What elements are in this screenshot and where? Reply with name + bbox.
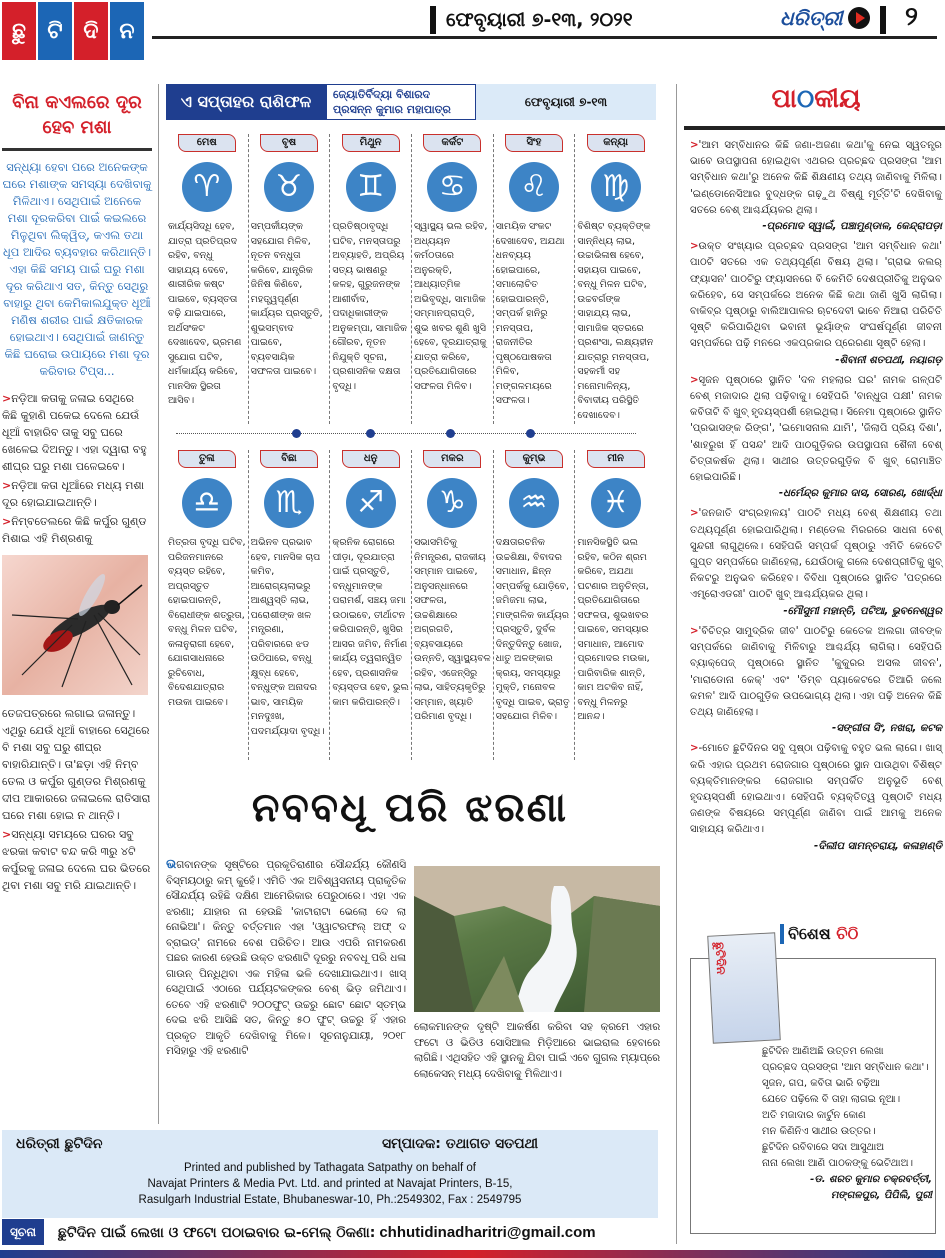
zodiac-sign bbox=[248, 134, 330, 424]
special-letter-box bbox=[690, 924, 942, 1201]
imprint-text bbox=[2, 1160, 658, 1208]
sign-prediction: ବିଶିଷ୍ଟ ବ୍ୟକ୍ତିଙ୍କ ସାନ୍ନିଧ୍ୟ ଲାଭ, ଉଚ୍ଚାଭିଳାଷ ହେବେ, ସହାୟତା ପାଇବେ, ବନ୍ଧୁ ମିଳନ ଘଟିବ, ଉଚ୍ଚବର୍ଗଙ୍କ ସାହାଯ୍ୟ ଲାଭ, ସାମାଜିକ ସ୍ତରରେ ପ୍ରଶଂସା, ଲକ୍ଷ୍ୟହୀନ ଯାତ୍ରାରୁ ମନସ୍ତାପ, ସହକର୍ମୀ ସହ ମନୋମାଳିନ୍ୟ, ବିବାଦୀୟ ପରିସ୍ଥିତି ଦେଖାଦେବ। bbox=[577, 221, 654, 421]
zodiac-sign bbox=[493, 450, 575, 760]
reader-letter bbox=[690, 138, 942, 219]
zodiac-icon: ♋ bbox=[427, 162, 477, 212]
zodiac-icon: ♒ bbox=[509, 478, 559, 528]
zodiac-icon: ♍ bbox=[591, 162, 641, 212]
imprint-footer bbox=[2, 1130, 658, 1218]
waterfall-photo bbox=[414, 866, 660, 1012]
zodiac-icon: ♌ bbox=[509, 162, 559, 212]
sign-prediction: କାର୍ଯ୍ୟସିଦ୍ଧି ହେବ, ଯାତ୍ରା ପ୍ରତିପ୍ରଦ ରହିବ, ବନ୍ଧୁ ସାହାଯ୍ୟ ଦେବେ, ଶାରୀରିକ କଷ୍ଟ ପାଇବେ, ବ୍ୟସ୍ତତା ବଢ଼ି ଯାଇପାରେ, ଅର୍ଥସଂକଟ ଦେଖାଦେବ, ଭ୍ରମଣ ସୁଯୋଗ ଘଟିବ, ଧର୍ମକାର୍ଯ୍ୟ କରିବେ, ମାନସିକ ସ୍ଥିରତା ଆସିବ। bbox=[168, 221, 242, 406]
reader-letter bbox=[690, 373, 942, 486]
horoscope-dates: ଫେବୃୟାରୀ ୭-୧୩ bbox=[476, 84, 656, 120]
letter-signature: -ସଙ୍ଗୀତା ସିଂ, ନଖରା, କଟକ bbox=[832, 723, 942, 735]
reader-letter bbox=[690, 624, 942, 721]
drop-cap: ଭ bbox=[166, 857, 177, 872]
sign-name: ଧନୁ bbox=[342, 450, 400, 468]
bottom-rule bbox=[0, 1250, 945, 1258]
sign-prediction: ସାମୟିକ ସଂକଟ ଦେଖାଦେବ, ଅଯଥା ଧନବ୍ୟୟ ହୋଇପାରେ, ସମାଲୋଚିତ ହୋଇପାରନ୍ତି, ସମ୍ପର୍କ ହାନିରୁ ମନସ୍ତାପ, ରାଜନୀତିର ପୃଷ୍ଠପୋଷକତା ମିଳିବ, ମଙ୍ଗଳମୟରେ ସଫଳତା। bbox=[495, 221, 565, 406]
poem-signature: ମଙ୍ଗଳପୁର, ପିପିଲି, ପୁରୀ bbox=[830, 1190, 932, 1201]
left-column bbox=[2, 84, 152, 1202]
sign-prediction: ମାନସିକସ୍ଥିତି ଭଲ ରହିବ, କଠିନ ଶ୍ରମ କରିବେ, ଅଯଥା ଘଟଣାର ଅନୁଚିନ୍ତା, ପ୍ରତିଯୋଗିତାରେ ସଫଳତା, ଶୁଭଖବର ପାଇବେ, ସମସ୍ୟାର ସମାଧାନ, ଆମୋଦ ପ୍ରମୋଦର ମଉକା, ପାରିବାରିକ ଶାନ୍ତି, କାମ ଅଟକିବ ନାହିଁ, ବନ୍ଧୁ ମିଳନରୁ ଆନନ୍ଦ। bbox=[577, 537, 650, 722]
article-body bbox=[166, 857, 406, 1060]
page-number: ୨ bbox=[905, 2, 918, 32]
tip-text: ତେଜପତ୍ରରେ ଲଗାଇ ଜଳାନ୍ତୁ। ଏଥିରୁ ଯେଉଁ ଧୂଆଁ ବାହାରେ ସେଥିରେ ବି ମଶା ସବୁ ଘରୁ ଶୀଘ୍ର ବାହାରିଯାନ୍ତି। ତା'ଛଡ଼ା ଏହି ନିମ୍ବ ତେଲ ଓ କର୍ପୁର ଗୁଣ୍ଡର ମିଶ୍ରଣକୁ ଦୀପ ଆକାରରେ ଜଳାଇଲେ ରାତିସାରା ଘରେ ମଶା ହୋଇ ନ ଥାନ୍ତି। bbox=[2, 707, 151, 822]
bullet-icon: > bbox=[2, 392, 12, 405]
reader-letter bbox=[690, 239, 942, 352]
sign-prediction: ମିତ୍ରତା ବୃଦ୍ଧି ଘଟିବ, ପରିଜନମାନରେ ବ୍ୟସ୍ତ ରହିବେ, ଅପ୍ରସ୍ତୁତ ହୋଇପାରନ୍ତି, ବିରୋଧୀଙ୍କ ଶତ୍ରୁତା, ବନ୍ଧୁ ମିଳନ ଘଟିବ, କଳାନୁରାଗୀ ହେବେ, ଯୋଗସାଧନାରେ ରୁଚିବୋଧ, ବିଦେଶଯାତ୍ରାର ମଉକା ପାଇବେ। bbox=[168, 537, 246, 708]
heading-part: ଠ bbox=[796, 84, 815, 114]
zodiac-row bbox=[166, 134, 656, 424]
tip-item bbox=[2, 390, 152, 475]
publisher-name: ଧରିତ୍ରୀ bbox=[780, 6, 843, 30]
email-link[interactable]: chhutidinadharitri@gmail.com bbox=[379, 1223, 596, 1241]
tip-item bbox=[2, 513, 152, 547]
special-letter-poem bbox=[762, 1044, 932, 1204]
zodiac-icon: ♎ bbox=[182, 478, 232, 528]
footer-editor: ସମ୍ପାଦକ: ତଥାଗତ ସତପଥୀ bbox=[382, 1136, 539, 1152]
zodiac-icon: ♓ bbox=[591, 478, 641, 528]
zodiac-sign bbox=[574, 450, 656, 760]
sign-name: କୁମ୍ଭ bbox=[505, 450, 563, 468]
poem-line: ନାନା ଲେଖା ଆଣି ପାଠକଙ୍କୁ ଭେଟିଥାଅ। bbox=[762, 1158, 913, 1169]
horoscope-section bbox=[166, 84, 656, 784]
tip-item bbox=[2, 477, 152, 511]
bullet-icon: > bbox=[690, 140, 699, 151]
brand-letter: ଟି bbox=[38, 2, 72, 60]
heading-part: କୀୟ bbox=[814, 84, 861, 114]
zodiac-icon: ♊ bbox=[346, 162, 396, 212]
reader-letter bbox=[690, 741, 942, 838]
brand-logo bbox=[2, 2, 144, 60]
imprint-line: Navajat Printers & Media Pvt. Ltd. and printed at Navajat Printers, B-15, bbox=[147, 1178, 513, 1190]
submission-notice bbox=[2, 1219, 658, 1245]
column-divider bbox=[676, 84, 677, 1244]
zodiac-icon: ♈ bbox=[182, 162, 232, 212]
zodiac-sign bbox=[411, 134, 493, 424]
special-letter-label bbox=[788, 924, 858, 944]
bullet-icon: > bbox=[690, 508, 699, 520]
sign-name: ମେଷ bbox=[178, 134, 236, 152]
article-continuation: ଲୋକମାନଙ୍କ ଦୃଷ୍ଟି ଆକର୍ଷଣ କରିବା ସହ କ୍ରମେ ଏହାର ଫଟୋ ଓ ଭିଡିଓ ସୋସିଆଲ ମିଡ଼ିଆରେ ଭାଇରାଲ ହେବାରେ ଲାଗିଛି। ଏଥିସହିତ ଏହି ସ୍ଥାନକୁ ଯିବା ପାଇଁ ଏବେ ଗୁଗଲ ମ୍ୟାପ୍‌ରେ ଲୋକେସନ୍ ମଧ୍ୟ ଦେଖିବାକୁ ମିଳିଥାଏ। bbox=[414, 1021, 660, 1080]
footer-paper-name: ଧରିତ୍ରୀ ଛୁଟିଦିନ bbox=[16, 1136, 103, 1152]
tip-item bbox=[2, 826, 152, 894]
bullet-icon: > bbox=[690, 625, 699, 637]
tip-text: ସନ୍ଧ୍ୟା ସମୟରେ ଘରର ସବୁ ଝରକା କବାଟ ବନ୍ଦ କରି ୩ରୁ ୪ଟି କର୍ପୁରକୁ ଜଳାଇ ଦେଲେ ଘର ଭିତରେ ଥିବା ମଶା ସବୁ ମରି ଯାଇଥାନ୍ତି। bbox=[2, 828, 151, 892]
poem-signature: -ଡ. ଶରତ କୁମାର ଚକ୍ରବର୍ତ୍ତୀ, bbox=[810, 1174, 932, 1185]
notice-text bbox=[44, 1224, 596, 1241]
poem-line: ସୃଜନ, ଗପ, କବିତା ଭାରି ବଢ଼ିଆ bbox=[762, 1078, 880, 1089]
sign-name: ସିଂହ bbox=[505, 134, 563, 152]
header-rule bbox=[152, 36, 937, 39]
zodiac-sign bbox=[574, 134, 656, 424]
letter-text: 'ଆମ ସମ୍ବିଧାନର କିଛି ଜଣା-ଅଜଣା କଥା'କୁ ନେଇ ସ୍ୱତନ୍ତ୍ର ଭାବେ ଉପସ୍ଥାପନା ହୋଇଥିବା ଏଥରର ପ୍ରଚ୍ଛଦ ପ୍ରସଙ୍ଗ 'ଆମ ସମ୍ବିଧାନ କଥା'ରୁ ଅନେକ କିଛି ଶିକ୍ଷଣୀୟ ତଥ୍ୟ ଜାଣିବାକୁ ମିଳିଲା। 'ଇଣ୍ଡୋନେସିଆର ବୁଦ୍ଧଙ୍କ ଗଢ଼ୁଥ ବିଷ୍ଣୁ ମୂର୍ତ୍ତି'ଟି ଦେଖିବାକୁ ସତରେ ବେଶ୍ ଆଶ୍ଚର୍ଯ୍ୟକର ଥିଲା। bbox=[690, 140, 942, 216]
publisher-logo bbox=[780, 4, 870, 32]
left-intro: ସନ୍ଧ୍ୟା ହେବା ପରେ ଅନେକଙ୍କ ଘରେ ମଶାଙ୍କ ସମସ୍ୟା ଦେଖିବାକୁ ମିଳିଥାଏ। ସେଥିପାଇଁ ଅନେକେ ମଶା ଦୂରକରିବା ପାଇଁ କଇଲରେ ମିଳୁଥିବା ଲିକ୍ୱିଡ୍, କଏଲ ତଥା ଧୂପ ଆଦିର ବ୍ୟବହାର କରିଥାନ୍ତି। ଏହା କିଛି ସମୟ ପାଇଁ ଘରୁ ମଶା ଦୂର କରିଥାଏ ସତ, କିନ୍ତୁ ସେଥିରୁ ବାହାରୁ ଥିବା କେମିକାଲଯୁକ୍ତ ଧୂଆଁ ମଣିଷ ଶରୀର ପାଇଁ କ୍ଷତିକାରକ ହୋଇଥାଏ। ସେଥିପାଇଁ ଜାଣନ୍ତୁ କିଛି ଘରୋଇ ଉପାୟରେ ମଶା ଦୂର କରିବାର ଟିପ୍ସ... bbox=[2, 160, 152, 378]
brand-letter: ଛୁ bbox=[2, 2, 36, 60]
zodiac-icon: ♏ bbox=[264, 478, 314, 528]
astrologer-name: ଜ୍ୟୋତିର୍ବିଦ୍ୟା ବିଶାରଦ ପ୍ରସନ୍ନ କୁମାର ମହାପାତ୍ର bbox=[326, 84, 476, 120]
letter-text: ସୃଜନ ପୃଷ୍ଠାରେ ସ୍ଥାନିତ 'ଦଳ ମହଲାର ଘର' ନାମକ ଗଳ୍ପଟି ବେଶ୍ ମଜାଦାର ଥିଲା ପଢ଼ିବାକୁ। ସେହିପରି 'ବାନ୍ଧୁତା ପକ୍ଷୀ' ନାମକ କବିତାଟି ବି ଖୁବ୍ ହୃଦୟସ୍ପର୍ଶୀ ହୋଇଥିଲା। ସିନେମା ପୃଷ୍ଠାରେ ସ୍ଥାନିତ 'ପ୍ରଭାସଙ୍କ ରିଙ୍ଗ', 'ଇମୋସନାଲ ଯାମି', 'ଜିଲାପି ପ୍ରିୟ ଦିଶା', 'ଶାହରୁଖ ହିଁ ପସନ୍ଦ' ଆଦି ପାଠଗୁଡ଼ିକର ଉପସ୍ଥାପନା ଶୈଳୀ ବେଶ୍ ଚିତ୍ତାକର୍ଷକ ଥିଲା। ସାଥୀର ଉତ୍ତରଗୁଡ଼ିକ ବି ଖୁବ୍ ରୋମାଞ୍ଚିତ ହୋଇପାରିଛି। bbox=[690, 374, 942, 484]
zodiac-sign bbox=[329, 450, 411, 760]
readers-heading bbox=[690, 84, 942, 118]
poem-line: ଛୁଟିଦିନ ରବିବାରେ ସଦା ଆସୁଥାଅ bbox=[762, 1142, 885, 1153]
sign-prediction: ଦକ୍ଷତାରଚନିକ ଉଚ୍ଚଶିକ୍ଷା, ବିବାଦର ସମାଧାନ, ଛିନ୍ନ ସମ୍ପର୍କକୁ ଯୋଡ଼ିବେ, ଜମିଜମା ଲାଭ, ମାଙ୍ଗଳିକ କାର୍ଯ୍ୟର ପ୍ରସ୍ତୁତି, ଦୁର୍ବଳ ଦିନ୍ତୁଦିନ୍ତୁ ଖୋଜ, ଧାତୁ ଅଳଙ୍କାର କ୍ରୟ, ସମସ୍ୟାରୁ ମୁକ୍ତି, ମନୋବଳ ବୃଦ୍ଧି ପାଇବ, ଭ୍ରାତୃ ସହଯୋଗ ମିଳିବ। bbox=[495, 537, 570, 722]
bullet-icon: > bbox=[2, 479, 12, 492]
sign-name: କର୍କଟ bbox=[423, 134, 481, 152]
poem-line: ମନ କିଣିନିଏ ସାଥୀର ଉତ୍ତର। bbox=[762, 1126, 876, 1137]
divider-dot bbox=[292, 429, 301, 438]
divider-dot bbox=[366, 429, 375, 438]
letter-signature: -ଧର୍ମେନ୍ଦ୍ର କୁମାର ଦାସ, ସୋରଣ, ଖୋର୍ଦ୍ଧା bbox=[778, 488, 942, 500]
heading-part: ପା bbox=[771, 84, 797, 114]
right-column bbox=[690, 84, 942, 859]
sign-name: ମିଥୁନ bbox=[342, 134, 400, 152]
article-text: ଗବାନଙ୍କ ସୃଷ୍ଟିରେ ପ୍ରକୃତିରାଣୀର ସୌନ୍ଦର୍ଯ୍ୟ କୌଣସି ବିସ୍ମୟଠାରୁ କମ୍ କୁହେଁ। ଏମିତି ଏକ ଅବିଶ୍ୱସନୀୟ ପ୍ରାକୃତିକ ସୌନ୍ଦର୍ଯ୍ୟ ରହିଛି ଦକ୍ଷିଣ ଆମେରିକାର ପେରୁଠାରେ। ଏହା ଏକ ଝରଣା; ଯାହାର ନା ହେଉଛି 'କାଟାରାଟା ଭେଲୋ ଦେ ଲା ନୋଭିଆ'। କିନ୍ତୁ ବର୍ତ୍ତମାନ ଏହା 'ଓ୍ୱାଟରଫଲ୍ ଅଫ୍ ଦ ବ୍ରାଇଡ୍' ନାମରେ ବେଶ ପରିଚିତ। ଆଉ ଏପରି ନାମକରଣ ପଛର କାରଣ ହେଉଛି ଉକ୍ତ ଝରଣାଟି ଦୂରରୁ ନବବଧୂ ପରି ଧଳା ଗାଉନ୍ ପିନ୍ଧିଥିବା ଏକ ମହିଳା ଭଳି ଦେଖାଯାଇଥାଏ। ଖାସ୍ ସେଥିପାଇଁ ଏଠାରେ ପର୍ଯ୍ୟଟକଙ୍କର ବେଶ୍ ଭିଡ଼ ଜମିଥାଏ। ତେବେ ଏହି ଝରଣାଟି ୨୦୦ଫୁଟ୍ ଉଚ୍ଚରୁ ଛୋଟ ଛୋଟ ସ୍ତମ୍ଭ ଦେଇ ଝରି ଆସିଛି ସତ, କିନ୍ତୁ ୫୦ ଫୁଟ୍ ଉଚ୍ଚରୁ ହିଁ ଏହାର ପ୍ରକୃତ ଆକୃତି ଦେଖିବାକୁ ମିଳେ। ସୂଚନାନୁଯାୟୀ, ୨୦୧୮ ମସିହାରୁ ଏହି ଝରଣାଟି bbox=[166, 859, 406, 1057]
zodiac-row bbox=[166, 450, 656, 760]
magazine-cover-image bbox=[707, 932, 781, 1043]
letters-list bbox=[690, 138, 942, 855]
zodiac-sign bbox=[166, 134, 248, 424]
letter-text: ଉକ୍ତ ସଂଖ୍ୟାର ପ୍ରଚ୍ଛଦ ପ୍ରସଙ୍ଗ 'ଆମ ସମ୍ବିଧାନ କଥା' ପାଠଟି ସତରେ ଏକ ତଥ୍ୟପୂର୍ଣ୍ଣ ବିଷୟ ଥିଲା। 'ଗ୍ରାଭ କଲର୍ ଫ୍ୟାସନ' ପାଠଟିରୁ ଫ୍ୟାସନରେ ବି କେମିତି ଦେଶପ୍ରୀତିକୁ ଅନୁଭବ କରିହେବ, ସେ ସମ୍ପର୍କରେ ଅନେକ କିଛି କଥା ଜାଣି ଖୁସି ଲାଗିଲା। ବାକିବ୍ର ପୃଷ୍ଠାରୁ ବାଲିଆପାଳର ଋଟଦେବୀ ଭାବେ ନିଆରା ପରିଚିତି ସୃଷ୍ଟି କରିପାରିଥିବା ଭବାନୀ ଭୂୟାଁଙ୍କ ସଂଘର୍ଷପୂର୍ଣ୍ଣ ଜୀବନୀ ସମ୍ପର୍କରେ ପଢ଼ି ମନରେ ଏକପ୍ରକାର ପ୍ରେରଣା ସୃଷ୍ଟି ହେଲା। bbox=[690, 241, 942, 350]
imprint-line: Printed and published by Tathagata Satpathy on behalf of bbox=[184, 1162, 476, 1174]
tip-text: ନିମ୍ବତେଲରେ କିଛି କର୍ପୁର ଗୁଣ୍ଡ ମିଶାଇ ଏହି ମିଶ୍ରଣକୁ bbox=[2, 515, 147, 545]
horoscope-header bbox=[166, 84, 656, 120]
bullet-icon: > bbox=[690, 241, 699, 253]
notice-message: ଛୁଟିଦିନ ପାଇଁ ଲେଖା ଓ ଫଟୋ ପଠାଇବାର ଇ-ମେଲ୍ ଠିକଣା: bbox=[58, 1224, 376, 1241]
sign-prediction: ସମ୍ପର୍କୀୟଙ୍କ ସହଯୋଗ ମିଳିବ, ନୂତନ ବନ୍ଧୁତା କରିବେ, ଯାନ୍ତ୍ରିକ ଜିନିଷ କିଣିବେ, ମହତ୍ତ୍ୱପୂର୍ଣ୍ଣ କାର୍ଯ୍ୟର ପ୍ରସ୍ତୁତି, ଶୁଭସମ୍ବାଦ ପାଇବେ, ବ୍ୟବସାୟିକ ସଫଳତା ପାଇବେ। bbox=[250, 221, 323, 377]
header-divider bbox=[880, 6, 886, 34]
poem-line: ଅତି ମଜାଦାର କାର୍ଟୁନ କୋଣ bbox=[762, 1110, 866, 1121]
letter-text: 'ଜନଜାତି ସଂଗ୍ରହାଳୟ' ପାଠଟି ମଧ୍ୟ ବେଶ୍ ଶିକ୍ଷଣୀୟ ତଥା ତଥ୍ୟପୂର୍ଣ୍ଣ ହୋଇପାରିଥିଲା। ମଣ୍ଡେଲ ମିରରରେ ସାଧନା ବେଶ୍ ସୁନ୍ଦରୀ ଲାଗୁଥିଲେ। ସେହିପରି ସମ୍ପର୍କ ପୃଷ୍ଠାରୁ ଏମିତି କେତେଟି ଗୁପ୍ତ ସମ୍ପର୍କରେ ଜାଣିହେଲା, ଯେଉଁଠାକୁ ଗଲେ ଦେଶପ୍ରୀତିକୁ ଖୁବ୍ ନିକଟରୁ ଅନୁଭବ କରିହେବ। ବିବିଧା ପୃଷ୍ଠାରେ ସ୍ଥାନିତ 'ପତ୍ରରେ ଏମ୍ବ୍ରୋଏଡରୀ' ପାଠଟି ଖୁବ୍ ଆଶ୍ଚର୍ଯ୍ୟକର ଥିଲା। bbox=[690, 508, 942, 601]
brand-letter: ଦି bbox=[74, 2, 108, 60]
sign-name: ମକର bbox=[423, 450, 481, 468]
cover-title: ଛୁଟିଦିନ bbox=[712, 941, 729, 975]
left-heading: ବିନା କଏଲରେ ଦୂର ହେବ ମଶା bbox=[2, 84, 152, 151]
poem-line: ଛୁଟିଦିନ ଆଣିଅଛି ଉତ୍ତମ ଲେଖା bbox=[762, 1046, 884, 1057]
sign-prediction: ଅଭିନବ ପ୍ରଭାବ ହେବ, ମାନସିକ ଚାପ କମିବ, ଆରୋଗ୍ୟଲାଭରୁ ଆଶ୍ୱସ୍ତି ଲାଭ, ପରୋଶୀଙ୍କ ଖଳ ମନ୍ତ୍ରଣା, ପରିବାରରେ ଝଡ ଉଠିପାରେ, ବନ୍ଧୁ କ୍ଷୁବ୍ଧ ହେବେ, ବନ୍ଧୁଙ୍କ ଅନାଦର ଭାବ, ସାମୟିକ ମନଦୁଃଖ, ପଦମର୍ଯ୍ୟାଦା ବୃଦ୍ଧି। bbox=[250, 537, 325, 737]
sign-prediction: ପ୍ରତିଷ୍ଠାବୃଦ୍ଧି ଘଟିବ, ମନସ୍ତାପରୁ ଅବ୍ୟାହତି, ଅପ୍ରିୟ ସତ୍ୟ ଭାଷଣରୁ କଳହ, ଗୁରୁଜନଙ୍କ ଆଶୀର୍ବାଦ, ପଦାଧିକାରୀଙ୍କ ଅନୁକମ୍ପା, ସାମାଜିକ ଗୌରବ, ନୂତନ ନିଯୁକ୍ତି ସୂଚନା, ପ୍ରଶାସନିକ ଦକ୍ଷତା ବୃଦ୍ଧି। bbox=[332, 221, 408, 392]
tips-list bbox=[2, 705, 152, 894]
letter-text: -ମୋତେ ଛୁଟିଦିନର ସବୁ ପୃଷ୍ଠା ପଢ଼ିବାକୁ ବହୁତ ଭଲ ଲାଗେ। ଖାସ୍ କରି ଏହାର ପ୍ରଥମ ରୋଜଗାର ପୃଷ୍ଠାରେ ସ୍ଥାନ ପାଉଥିବା ବିଶିଷ୍ଟ ବ୍ୟକ୍ତିମାନଙ୍କର ରୋଜଗାର ସମ୍ପର୍କିତ ଅନୁଭୂତି ବେଶ୍ ହୃଦୟସ୍ପର୍ଶୀ ହୋଇଥାଏ। ସେହିପରି ବ୍ୟକ୍ତିତ୍ୱ ପୃଷ୍ଠାଟି ମଧ୍ୟ ଜଣଙ୍କ ବିଷୟରେ ସମ୍ପୂର୍ଣ୍ଣ ଜାଣିବା ପାଇଁ ଆମକୁ ଅନେକ ସାହାଯ୍ୟ କରିଥାଏ। bbox=[690, 743, 942, 836]
sign-prediction: ସ୍ୱାସ୍ଥ୍ୟ ଭଲ ରହିବ, ଅଧ୍ୟୟନ କର୍ମଠତାରେ ଅନୁରକ୍ତି, ଆଧ୍ୟାତ୍ମିକ ଅଭିବୃଦ୍ଧି, ସାମାଜିକ ସମ୍ମାନପ୍ରାପ୍ତି, ଶୁଭ ଖବର ଶୁଣି ଖୁସି ହେବେ, ଦୂରଯାତ୍ରାକୁ ଯାତ୍ରା କରିବେ, ପ୍ରତିଯୋଗିତାରେ ସଫଳତା ମିଳିବ। bbox=[413, 221, 488, 392]
bullet-icon: > bbox=[2, 828, 12, 841]
horoscope-title: ଏ ସପ୍ତାହର ରାଶିଫଳ bbox=[166, 84, 326, 120]
letter-signature: -ପ୍ରମୋଦ ସ୍ୱାଇଁ, ପଞ୍ଚାମୁଣ୍ଡାଳ, କେନ୍ଦ୍ରାପଡ଼ା bbox=[762, 221, 942, 233]
sign-prediction: କ୍ରନିକ ରୋଗରେ ପୀଡ଼ା, ଦୂରଯାତ୍ରା ପାଇଁ ପ୍ରସ୍ତୁତି, ବନ୍ଧୁମାନଙ୍କ ପରାମର୍ଶ, ସଞ୍ଚୟ ଜମା ଉଠାଇବେ, ତୀର୍ଥାଟନ କରିପାରନ୍ତି, ଖୁସିର ଆସର ଜମିବ, ନିର୍ମାଣ କାର୍ଯ୍ୟ ତ୍ୱରାନ୍ୱିତ ହେବ, ପ୍ରଶାସନିକ ବ୍ୟସ୍ତତା ହେବ, ଭୁଲ କାମ କରିପାରନ୍ତି। bbox=[332, 537, 409, 708]
zodiac-sign bbox=[248, 450, 330, 760]
column-divider bbox=[158, 84, 159, 1124]
sign-name: ମୀନ bbox=[587, 450, 645, 468]
heading-rule bbox=[684, 126, 945, 130]
letter-text: 'ବିଚିତ୍ର ସାମୁଦ୍ରିକ ଜୀବ' ପାଠଟିରୁ କେତେକ ଅଲଗା ଜୀବଙ୍କ ସମ୍ପର୍କରେ ଜାଣିବାକୁ ମିଳିବାରୁ ଆଶ୍ଚର୍ଯ୍ୟ ଲାଗିଲା। ସେହିପରି ବ୍ୟାକ୍‌ପେଜ୍ ପୃଷ୍ଠାରେ ସ୍ଥାନିତ 'କୁକୁରର ଅସଲ ଜୀବନ', 'ମାରାଡୋନା କେକ୍' ଏବଂ 'ଡିମ୍ବ ପ୍ୟାକେଟରେ ତିଆରି ଜଲେ କମଳ' ଆଦି ପାଠଗୁଡ଼ିକ ଉପଭୋଗ୍ୟ ଥିଲା। ଏହା ପଢ଼ି ଅନେକ କିଛି ତଥ୍ୟ ଜାଣିହେଲା। bbox=[690, 625, 942, 718]
tip-text: ନଡ଼ିଆ କତା ଧୂଆଁରେ ମଧ୍ୟ ମଶା ଦୂର ହୋଇଯାଇଥାନ୍ତି। bbox=[2, 479, 145, 509]
letter-signature: -ଦିଲୀପ ସାମନ୍ତରାୟ, କଳାହାଣ୍ଡି bbox=[814, 840, 942, 852]
zodiac-sign bbox=[411, 450, 493, 760]
play-icon bbox=[848, 7, 870, 29]
zodiac-sign bbox=[493, 134, 575, 424]
imprint-line: Rasulgarh Industrial Estate, Bhubaneswar-10, Ph.:2549302, Fax : 2549795 bbox=[138, 1194, 522, 1206]
zodiac-sign bbox=[329, 134, 411, 424]
issue-date: ଫେବୃୟାରୀ ୭-୧୩, ୨୦୨୧ bbox=[430, 6, 633, 34]
tips-list bbox=[2, 390, 152, 547]
sign-name: ବୃଷ bbox=[260, 134, 318, 152]
letter-signature: -ଶିବାନୀ ଶତପଥୀ, ନୟାଗଡ଼ bbox=[835, 354, 942, 366]
label-part: ବିଶେଷ bbox=[788, 924, 837, 943]
special-letter-heading bbox=[780, 924, 942, 944]
zodiac-icon: ♉ bbox=[264, 162, 314, 212]
poem-line: ଯେତେ ପଢ଼ିଲେ ବି ତାହା ଲାଗଇ ନୂଆ। bbox=[762, 1094, 901, 1105]
mosquito-photo bbox=[2, 555, 148, 695]
zodiac-icon: ♐ bbox=[346, 478, 396, 528]
zodiac-sign bbox=[166, 450, 248, 760]
bullet-icon: > bbox=[690, 374, 699, 386]
heading-bar bbox=[780, 924, 784, 944]
bullet-icon: > bbox=[690, 743, 699, 755]
sign-name: ବିଛା bbox=[260, 450, 318, 468]
brand-letter: ନ bbox=[110, 2, 144, 60]
notice-label: ସୂଚନା bbox=[2, 1219, 44, 1245]
poem-line: ପ୍ରଚ୍ଛଦ ପ୍ରସଙ୍ଗ 'ଆମ ସମ୍ବିଧାନ କଥା'। bbox=[762, 1062, 929, 1073]
tip-text: ନଡ଼ିଆ କତାକୁ ଜଳାଇ ସେଥିରେ କିଛି କୁହାଣି ପକେଇ ଦେଲେ ଯେଉଁ ଧୂଆଁ ବାହାରିବ ତାକୁ ସବୁ ଘରେ ଖେଳେଇ ଦିଅନ୍ତୁ। ଏହା ଦ୍ୱାରା ବହୁ ଶୀଘ୍ର ଘରୁ ମଶା ପଳେଇବେ। bbox=[2, 392, 147, 473]
row-divider bbox=[176, 429, 636, 439]
label-part: ଚିଠି bbox=[836, 924, 859, 943]
letter-signature: -ମୌସୁମୀ ମହାନ୍ତି, ପଟିଆ, ଭୁବନେଶ୍ୱର bbox=[783, 605, 942, 617]
bullet-icon: > bbox=[2, 515, 12, 528]
reader-letter bbox=[690, 506, 942, 603]
article-title: ନବବଧୂ ପରି ଝରଣା bbox=[251, 785, 569, 831]
zodiac-icon: ♑ bbox=[427, 478, 477, 528]
sign-prediction: ସଭାସମିତିକୁ ନିମନ୍ତ୍ରଣ, ରାଜକୀୟ ସମ୍ମାନ ପାଇବେ, ଅନୁସନ୍ଧାନରେ ସଫଳତା, ଉଚ୍ଚଶିକ୍ଷାରେ ଅଗ୍ରଗତି, ବ୍ୟବସାୟରେ ଉନ୍ନତି, ସ୍ୱାସ୍ଥ୍ୟବଳ ରହିବ, ଏଜେନ୍ସିରୁ ଲାଭ, ସାହିତ୍ୟକୃତିରୁ ସମ୍ମାନ, ଖ୍ୟାତି ପରିମାଣ ବୃଦ୍ଧି। bbox=[413, 537, 491, 722]
divider-dot bbox=[526, 429, 535, 438]
sign-name: କନ୍ୟା bbox=[587, 134, 645, 152]
divider-dot bbox=[446, 429, 455, 438]
sign-name: ତୁଳା bbox=[178, 450, 236, 468]
